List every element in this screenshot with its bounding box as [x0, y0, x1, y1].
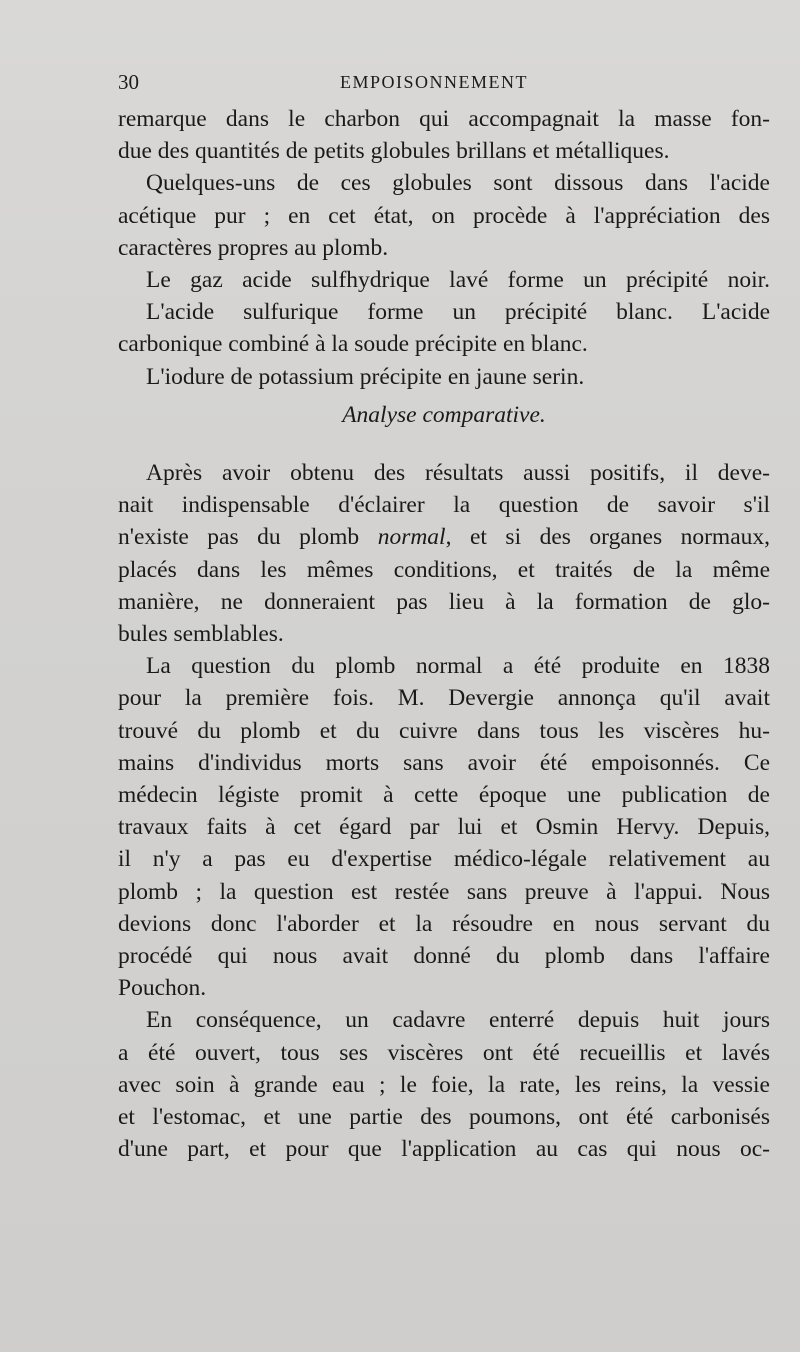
body-text — [118, 103, 770, 1166]
text-fragment: n'existe pas du plomb — [118, 524, 378, 551]
text-line: d'une part, et pour que l'application au cas qui nous oc- — [118, 1136, 770, 1163]
text-line: et l'estomac, et une partie des poumons, ont été carbonisés — [118, 1104, 770, 1131]
text-line: L'acide sulfurique forme un précipité blanc. L'acide — [146, 299, 770, 326]
text-line: carbonique combiné à la soude précipite en blanc. — [118, 331, 588, 358]
running-head: EMPOISONNEMENT — [340, 72, 529, 92]
text-line: devions donc l'aborder et la résoudre en nous servant du — [118, 910, 770, 937]
text-line: travaux faits à cet égard par lui et Osmin Hervy. Depuis, — [118, 814, 770, 841]
text-line: il n'y a pas eu d'expertise médico-légale relativement au — [118, 846, 770, 873]
text-line: médecin légiste promit à cette époque une publication de — [118, 782, 770, 809]
text-line: Pouchon. — [118, 975, 207, 1002]
text-line: remarque dans le charbon qui accompagnait la masse fon- — [118, 106, 770, 132]
text-line: avec soin à grande eau ; le foie, la rate, les reins, la vessie — [118, 1071, 770, 1098]
text-line: trouvé du plomb et du cuivre dans tous les viscères hu- — [118, 717, 770, 744]
text-line: En conséquence, un cadavre enterré depuis huit jours — [146, 1007, 770, 1034]
italic-word: normal — [377, 524, 446, 551]
text-line — [118, 521, 770, 553]
text-fragment: , et si des organes normaux, — [445, 524, 770, 551]
text-line: mains d'individus morts sans avoir été empoisonnés. Ce — [118, 749, 770, 776]
text-line: Quelques-uns de ces globules sont dissous dans l'acide — [146, 170, 770, 197]
text-line: pour la première fois. M. Devergie annonça qu'il avait — [118, 685, 770, 712]
text-line: La question du plomb normal a été produite en 1838 — [146, 653, 770, 680]
text-line: nait indispensable d'éclairer la question de savoir s'il — [118, 492, 770, 519]
text-line: acétique pur ; en cet état, on procède à l'appréciation des — [118, 202, 770, 229]
text-line: manière, ne donneraient pas lieu à la formation de glo- — [118, 588, 770, 615]
text-line: Après avoir obtenu des résultats aussi positifs, il deve- — [146, 460, 770, 487]
text-line: caractères propres au plomb. — [118, 234, 389, 261]
text-line: plomb ; la question est restée sans preuve à l'appui. Nous — [118, 878, 770, 905]
text-line: L'iodure de potassium précipite en jaune serin. — [146, 363, 585, 390]
text-line: a été ouvert, tous ses viscères ont été recueillis et lavés — [118, 1039, 770, 1066]
page-number: 30 — [118, 70, 139, 94]
section-title: Analyse comparative. — [342, 401, 546, 428]
page-header — [118, 70, 770, 100]
text-line: placés dans les mêmes conditions, et traités de la même — [118, 556, 770, 583]
text-line: bules semblables. — [118, 621, 284, 648]
text-line: Le gaz acide sulfhydrique lavé forme un précipité noir. — [146, 267, 770, 294]
text-line: procédé qui nous avait donné du plomb dans l'affaire — [118, 943, 770, 970]
text-line: due des quantités de petits globules brillans et métalliques. — [118, 138, 670, 165]
